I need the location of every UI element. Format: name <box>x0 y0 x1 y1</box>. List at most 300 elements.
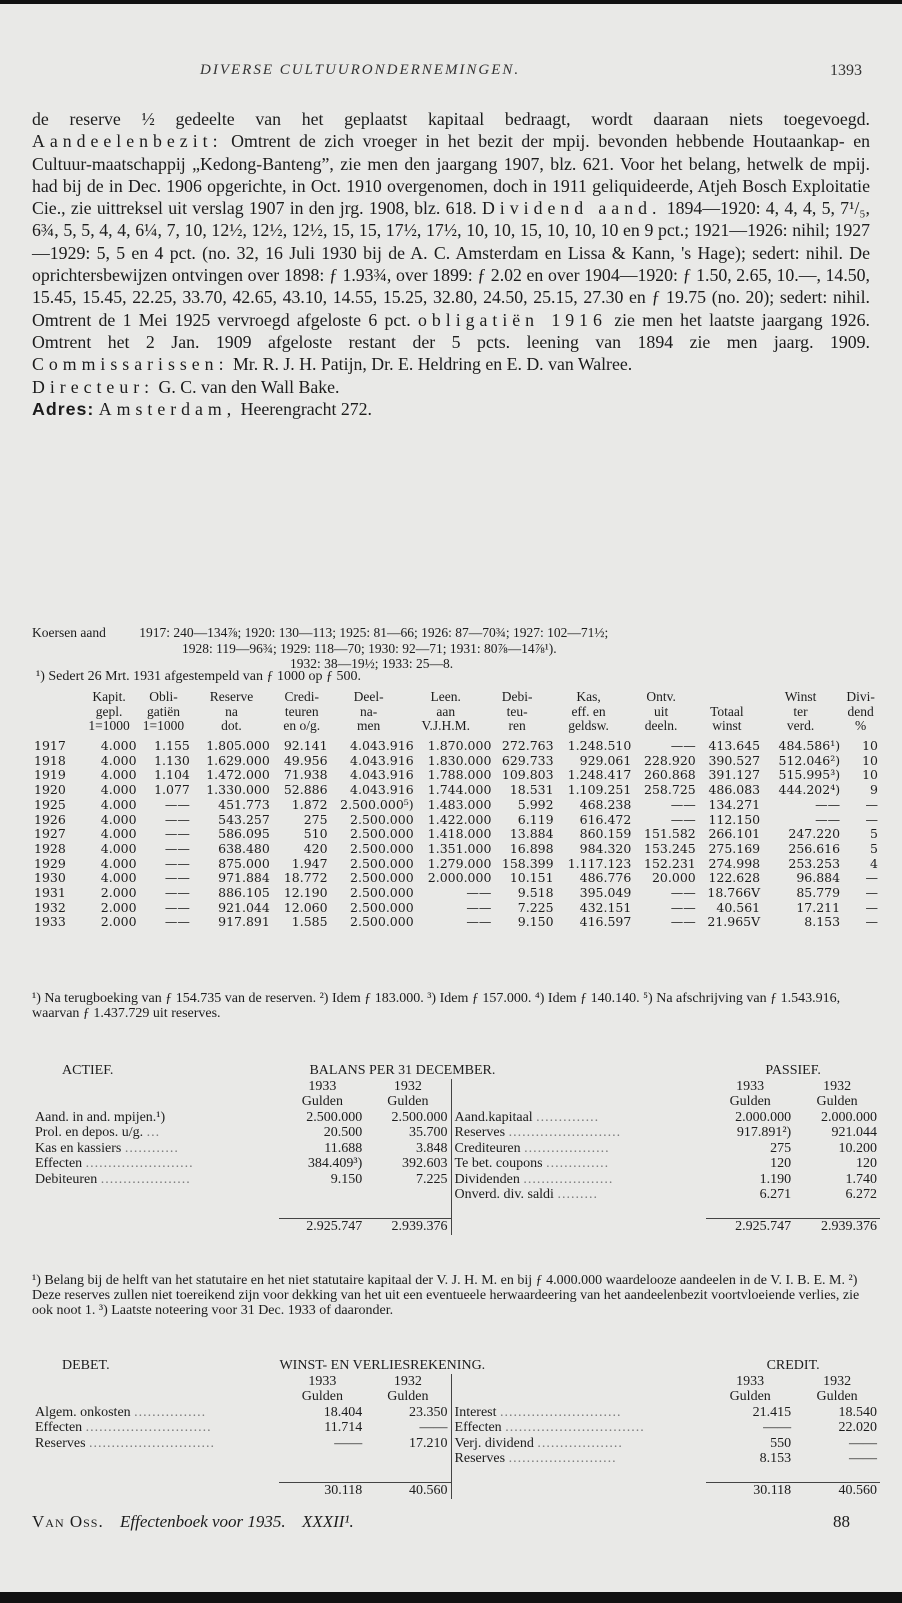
leader-dots: .............. <box>536 1109 600 1125</box>
obligatien-heading: obligatiën 1916 <box>417 309 607 330</box>
table-cell: —— <box>670 738 696 753</box>
table-cell: 4.043.916 <box>350 738 414 753</box>
value-1932: 6.272 <box>845 1187 877 1202</box>
value-1932: 23.350 <box>409 1404 448 1420</box>
table-cell: 484.586¹) <box>778 738 841 753</box>
value-1933: —— <box>763 1420 792 1435</box>
item-label: Te bet. coupons <box>454 1156 543 1171</box>
item-label: Aand.kapitaal <box>454 1109 533 1125</box>
koersen-footnote: ¹) Sedert 26 Mrt. 1931 afgestempeld van ƒ 1000 op ƒ 500. <box>36 669 361 684</box>
account-row <box>32 1141 880 1157</box>
column-header: Ontv. <box>646 689 676 704</box>
column-header: geldsw. <box>568 718 609 733</box>
value-1932: 7.225 <box>416 1171 448 1187</box>
publisher: Van Oss. <box>32 1512 104 1531</box>
table-cell: 390.527 <box>708 752 761 768</box>
account-item <box>451 1110 706 1126</box>
value-1933: 6.271 <box>759 1187 792 1202</box>
table-cell: 413.645 <box>708 738 761 753</box>
capital-table-header <box>32 690 880 734</box>
dividend-heading: Dividend aand. <box>481 198 662 219</box>
table-cell: 13.884 <box>509 826 554 842</box>
table-cell: 1.788.000 <box>427 767 492 783</box>
value-1932: 392.603 <box>402 1156 448 1171</box>
item-label: Reserves <box>454 1125 506 1140</box>
column-header: na- <box>360 703 378 719</box>
table-cell: 71.938 <box>283 767 328 783</box>
account-item <box>451 1172 706 1188</box>
account-item <box>451 1420 706 1436</box>
table-cell: 21.965V <box>707 914 761 930</box>
table-cell: — <box>865 870 878 886</box>
table-cell: 486.083 <box>708 782 761 798</box>
value-1933: 18.404 <box>323 1404 363 1420</box>
adres-street: Heerengracht 272. <box>240 398 372 419</box>
table-cell: 52.886 <box>283 782 328 798</box>
leader-dots: ........................ <box>85 1156 194 1171</box>
table-cell: 4.000 <box>100 840 137 856</box>
table-cell: —— <box>164 826 190 842</box>
table-cell: 9.518 <box>517 885 554 901</box>
table-cell: 2.000 <box>100 914 137 930</box>
table-cell: —— <box>815 796 841 812</box>
value-1933: 11.714 <box>324 1420 363 1435</box>
row-year: 1927 <box>34 826 66 842</box>
table-cell: 638.480 <box>218 840 270 856</box>
table-cell: 4.000 <box>100 752 137 768</box>
table-cell: 1.109.251 <box>567 782 632 798</box>
table-cell: 5.992 <box>517 796 554 812</box>
table-cell: 1.947 <box>291 855 328 871</box>
table-cell: —— <box>164 796 190 812</box>
table-cell: 2.500.000 <box>350 870 414 886</box>
table-cell: —— <box>164 899 190 915</box>
table-cell: 49.956 <box>283 752 328 768</box>
table-cell: 6.119 <box>517 811 554 827</box>
table-cell: 4.000 <box>100 782 137 798</box>
table-cell: 2.000 <box>100 885 137 901</box>
table-cell: 2.500.000 <box>350 826 414 842</box>
winst-year-1932: 1932 <box>393 1373 422 1389</box>
account-row <box>32 1187 880 1203</box>
page-footer <box>32 1512 870 1536</box>
intro-text-1: de reserve ½ gedeelte van het geplaatst kapitaal bedraagt, wordt daaraan niets toegevoegd. <box>32 109 870 129</box>
winst-year-1933: 1933 <box>308 1373 337 1389</box>
table-cell: 416.597 <box>579 914 632 930</box>
table-cell: 2.500.000 <box>350 899 414 915</box>
column-header: teuren <box>284 703 319 719</box>
table-cell: 40.561 <box>716 899 761 915</box>
column-header: dot. <box>221 718 242 733</box>
table-cell: 1.483.000 <box>427 796 492 812</box>
leader-dots: .................... <box>100 1171 191 1187</box>
column-header: gatiën <box>146 703 180 719</box>
adres-city: Amsterdam, <box>98 398 237 419</box>
leader-dots: ... <box>146 1125 161 1140</box>
intro-text-2: Omtrent de zich vroeger in het bezit der mpij. bevonden hebbende Houtaankap- en Cultuur-maatschappij „Kedong-Banteng”, zie men den jaargang 1907, blz. 621. Voor het belang, hetwelk de mpij. had bij de in Dec. 1906 opgerichte, in Oct. 1910 overgenomen, doch in 1911 geliquideerde, Atjeh Bosch Exploitatie Cie., zie uittreksel uit verslag 1907 in den jrg. 1908, blz. 618. <box>32 131 871 219</box>
total-1933: 2.925.747 <box>706 1219 794 1235</box>
row-year: 1933 <box>34 914 66 930</box>
table-cell: 1.418.000 <box>427 826 492 842</box>
table-cell: 1.077 <box>154 782 190 798</box>
value-1932: —— <box>849 1435 877 1451</box>
column-header: Divi- <box>846 689 875 704</box>
table-cell: 2.500.000 <box>350 855 414 871</box>
footer-page-number: 88 <box>833 1512 850 1531</box>
value-1932: 1.740 <box>845 1171 877 1187</box>
table-cell: —— <box>164 885 190 901</box>
profit-loss-account <box>32 1358 880 1499</box>
scan-edge-bottom <box>0 1592 902 1603</box>
value-1932: 17.210 <box>409 1435 448 1451</box>
column-header: V.J.H.M. <box>421 718 470 733</box>
table-cell: 444.202⁴) <box>778 782 841 798</box>
leader-dots: .............. <box>546 1156 610 1171</box>
company-description <box>32 108 870 420</box>
leader-dots: ............ <box>124 1140 179 1156</box>
value-1933: 21.415 <box>752 1404 792 1420</box>
leader-dots: .................... <box>523 1171 614 1187</box>
table-cell: — <box>865 885 878 901</box>
column-header: % <box>855 718 867 733</box>
table-cell: 1.805.000 <box>206 738 270 753</box>
table-cell: 468.238 <box>579 796 632 812</box>
table-cell: —— <box>164 914 190 930</box>
balance-sheet-footnotes: ¹) Belang bij de helft van het statutaire en het niet statutaire kapitaal der V. J. H. M. en bij ƒ 4.000.000 waardelooze aandeelen in de V. I. B. E. M. ²) Deze reserves zullen niet toereikend zijn voor dekking van het uit een eventueele herwaardeering van het aandeelenbezit voortvloeiende verlies, zie ook noot 1. ³) Laatste noteering voor 31 Dec. 1933 of daaronder. <box>32 1273 860 1318</box>
row-year: 1931 <box>34 885 66 901</box>
table-cell: 134.271 <box>708 796 761 812</box>
table-cell: 486.776 <box>579 870 632 886</box>
balans-passief-year-1932: 1932 <box>823 1078 852 1094</box>
table-cell: 4.000 <box>100 767 137 783</box>
column-header: Debi- <box>501 689 533 704</box>
table-cell: 984.320 <box>579 840 632 856</box>
table-cell: 1.248.510 <box>567 738 632 753</box>
table-cell: 929.061 <box>579 752 632 768</box>
column-header: ren <box>508 718 526 733</box>
item-label: Reserves <box>35 1435 86 1451</box>
item-label: Reserves <box>454 1451 506 1466</box>
table-cell: — <box>865 796 878 812</box>
table-cell: 1.155 <box>154 738 190 753</box>
value-1933: 275 <box>770 1140 792 1156</box>
account-item <box>32 1141 279 1157</box>
table-cell: 4.000 <box>100 738 137 753</box>
item-label: Verj. dividend <box>454 1435 534 1451</box>
table-cell: 122.628 <box>708 870 761 886</box>
table-cell: 1.279.000 <box>427 855 492 871</box>
item-label: Aand. in and. mpijen.¹) <box>35 1109 166 1125</box>
value-1933: 120 <box>770 1156 792 1171</box>
running-title: DIVERSE CULTUURONDERNEMINGEN. <box>200 62 521 78</box>
table-cell: 8.153 <box>804 914 841 930</box>
table-cell: 96.884 <box>796 870 841 886</box>
row-year: 1929 <box>34 855 66 871</box>
value-1933: 9.150 <box>330 1171 363 1187</box>
table-cell: 4.043.916 <box>350 752 414 768</box>
account-item <box>451 1451 706 1467</box>
account-item <box>451 1405 706 1421</box>
capital-table-footnotes: ¹) Na terugboeking van ƒ 154.735 van de reserven. ²) Idem ƒ 183.000. ³) Idem ƒ 157.000. ⁴) Idem ƒ 140.140. ⁵) Na afschrijving van ƒ 1.543.916, waarvan ƒ 1.437.729 uit reserves. <box>32 991 841 1021</box>
winst-unit: Gulden <box>301 1389 343 1404</box>
value-1932: —— <box>849 1451 877 1466</box>
account-item <box>451 1125 706 1141</box>
table-cell: —— <box>670 811 696 827</box>
table-cell: 20.000 <box>651 870 696 886</box>
aandeelenbezit-heading: Aandeelenbezit: <box>32 131 223 152</box>
column-header: 1=1000 <box>142 718 185 733</box>
table-cell: —— <box>466 899 492 915</box>
table-cell: 5 <box>870 840 878 856</box>
table-row <box>32 871 880 886</box>
column-header: eff. en <box>571 703 606 719</box>
totals-row <box>32 1219 880 1235</box>
totals-row <box>32 1483 880 1499</box>
winst-unit: Gulden <box>816 1389 858 1404</box>
koersen-block <box>32 625 877 672</box>
table-cell: 4.000 <box>100 811 137 827</box>
volume-number: XXXII¹. <box>301 1512 354 1531</box>
account-item <box>451 1187 706 1203</box>
table-cell: 266.101 <box>708 826 761 842</box>
koersen-line-1: 1917: 240—134⅞; 1920: 130—113; 1925: 81—66; 1926: 87—70¾; 1927: 102—71½; <box>139 625 609 640</box>
leader-dots: ........................ <box>508 1451 617 1466</box>
account-row <box>32 1125 880 1141</box>
table-row <box>32 783 880 798</box>
table-cell: 2.500.000 <box>350 840 414 856</box>
value-1932: 921.044 <box>831 1125 877 1140</box>
table-cell: 2.500.000 <box>350 811 414 827</box>
table-row <box>32 901 880 916</box>
table-cell: 1.744.000 <box>427 782 492 798</box>
balans-title: BALANS PER 31 DECEMBER. <box>309 1063 496 1078</box>
item-label: Interest <box>454 1404 497 1420</box>
table-cell: 5 <box>870 826 878 842</box>
koersen-label: Koersen aand <box>32 625 106 640</box>
table-row <box>32 915 880 930</box>
column-header: Kas, <box>576 689 601 704</box>
column-header: teu- <box>506 703 528 719</box>
table-cell: — <box>865 811 878 827</box>
leader-dots: ......... <box>557 1187 598 1202</box>
intro-text-4: zie men het laatste jaargang 1926. Omtrent het 2 Jan. 1909 afgeloste restant der 5 pcts. leening van 1894 zie men jaarg. 1909. <box>32 309 870 352</box>
directeur-name: G. C. van den Wall Bake. <box>158 376 340 397</box>
table-cell: —— <box>670 899 696 915</box>
table-cell: —— <box>815 811 841 827</box>
balans-unit: Gulden <box>816 1094 858 1109</box>
winst-credit-year-1932: 1932 <box>823 1373 852 1389</box>
row-year: 1918 <box>34 752 66 768</box>
column-header: en o/g. <box>283 718 321 733</box>
account-row <box>32 1156 880 1172</box>
table-cell: 275.169 <box>708 840 761 856</box>
account-item <box>32 1125 279 1141</box>
value-1933: 20.500 <box>323 1125 363 1140</box>
leader-dots: ......................... <box>508 1125 622 1140</box>
table-cell: 10 <box>862 767 878 783</box>
account-row <box>32 1451 880 1467</box>
leader-dots: ............................ <box>89 1435 216 1451</box>
table-cell: 4.000 <box>100 855 137 871</box>
item-label: Effecten <box>454 1420 502 1435</box>
koersen-line-3: 1932: 38—19½; 1933: 25—8. <box>290 656 454 671</box>
table-cell: 875.000 <box>218 855 270 871</box>
table-cell: 12.060 <box>283 899 328 915</box>
table-cell: — <box>865 899 878 915</box>
balans-year-1933: 1933 <box>308 1078 337 1094</box>
item-label: Debiteuren <box>35 1171 98 1187</box>
column-header: Leen. <box>430 689 461 704</box>
table-cell: 1.472.000 <box>206 767 270 783</box>
table-cell: 18.531 <box>509 782 554 798</box>
value-1932: 120 <box>856 1156 877 1171</box>
table-cell: 2.500.000 <box>350 914 414 930</box>
item-label: Dividenden <box>454 1171 520 1187</box>
account-item <box>451 1156 706 1172</box>
table-row <box>32 813 880 828</box>
table-cell: 18.772 <box>283 870 328 886</box>
table-row <box>32 886 880 901</box>
account-row <box>32 1172 880 1188</box>
table-cell: 256.616 <box>788 840 841 856</box>
table-cell: 10.151 <box>509 870 554 886</box>
row-year: 1926 <box>34 811 66 827</box>
column-header <box>694 690 760 705</box>
row-year: 1930 <box>34 870 66 886</box>
table-cell: 1.629.000 <box>206 752 270 768</box>
table-cell: 274.998 <box>708 855 761 871</box>
table-cell: 1.585 <box>291 914 328 930</box>
row-year: 1920 <box>34 782 66 798</box>
total-1933: 30.118 <box>279 1483 365 1499</box>
koersen-line-2: 1928: 119—96¾; 1929: 118—70; 1930: 92—71; 1931: 80⅞—14⅞¹). <box>182 640 557 656</box>
table-cell: 4.000 <box>100 796 137 812</box>
table-cell: 275 <box>303 811 328 827</box>
page-number: 1393 <box>830 62 862 79</box>
table-cell: 109.803 <box>501 767 554 783</box>
total-1932: 2.939.376 <box>794 1219 880 1235</box>
balans-passief-year-1933: 1933 <box>736 1078 765 1094</box>
table-cell: 247.220 <box>788 826 841 842</box>
table-cell: 510 <box>303 826 328 842</box>
winst-unit: Gulden <box>387 1389 429 1404</box>
value-1932: 22.020 <box>838 1420 877 1435</box>
account-row <box>32 1110 880 1126</box>
column-header: Credi- <box>284 689 320 704</box>
total-1933: 30.118 <box>706 1483 794 1499</box>
column-header: Obli- <box>149 689 178 704</box>
balans-unit: Gulden <box>387 1094 429 1109</box>
total-1932: 2.939.376 <box>365 1219 451 1235</box>
actief-title: ACTIEF. <box>62 1063 114 1078</box>
column-header: na <box>225 703 238 719</box>
table-cell: 18.766V <box>707 885 761 901</box>
value-1933: 11.688 <box>324 1140 363 1156</box>
total-1932: 40.560 <box>365 1483 451 1499</box>
leader-dots: ................ <box>134 1404 207 1420</box>
table-cell: 1.422.000 <box>427 811 492 827</box>
table-cell: 85.779 <box>796 885 841 901</box>
row-year: 1919 <box>34 767 66 783</box>
table-cell: 272.763 <box>501 738 554 753</box>
table-cell: 158.399 <box>501 855 554 871</box>
table-cell: —— <box>164 855 190 871</box>
account-item <box>32 1156 279 1172</box>
account-item <box>451 1436 706 1452</box>
value-1932: 10.200 <box>838 1140 877 1156</box>
value-1933: 1.190 <box>759 1171 792 1187</box>
column-header: men <box>357 718 381 733</box>
account-row <box>32 1405 880 1421</box>
table-cell: 395.049 <box>579 885 632 901</box>
table-cell: 860.159 <box>579 826 632 842</box>
balans-unit: Gulden <box>301 1094 343 1109</box>
table-cell: 1.830.000 <box>427 752 492 768</box>
column-header: Reserve <box>209 689 254 704</box>
table-cell: 921.044 <box>218 899 270 915</box>
value-1932: 18.540 <box>838 1404 877 1420</box>
item-label: Crediteuren <box>454 1140 521 1156</box>
table-cell: 391.127 <box>708 767 761 783</box>
table-cell: 1.330.000 <box>206 782 270 798</box>
table-cell: —— <box>670 914 696 930</box>
running-header <box>0 62 902 84</box>
commissarissen-heading: Commissarissen: <box>32 354 229 375</box>
table-cell: 1.130 <box>154 752 190 768</box>
table-cell: 4 <box>870 855 878 871</box>
adres-heading: Adres: <box>32 398 95 419</box>
table-cell: —— <box>164 811 190 827</box>
value-1932: 2.000.000 <box>821 1109 877 1125</box>
table-cell: 515.995³) <box>778 767 841 783</box>
value-1933: 2.000.000 <box>735 1109 792 1125</box>
table-cell: 228.920 <box>644 752 696 768</box>
table-cell: 586.095 <box>218 826 270 842</box>
value-1933: —— <box>334 1435 363 1451</box>
item-label: Effecten <box>35 1420 83 1435</box>
table-cell: 420 <box>303 840 328 856</box>
table-cell: 112.150 <box>708 811 761 827</box>
table-cell: 2.500.000 <box>350 885 414 901</box>
item-label: Effecten <box>35 1156 83 1171</box>
account-row <box>32 1420 880 1436</box>
table-cell: 1.248.417 <box>567 767 632 783</box>
table-cell: 9 <box>870 782 878 798</box>
table-cell: 1.870.000 <box>427 738 492 753</box>
table-cell: —— <box>466 914 492 930</box>
item-label: Prol. en depos. u/g. <box>35 1125 144 1140</box>
table-cell: 258.725 <box>644 782 696 798</box>
item-label: Algem. onkosten <box>35 1404 131 1420</box>
table-row <box>32 842 880 857</box>
table-cell: 917.891 <box>218 914 270 930</box>
table-cell: 1.117.123 <box>567 855 632 871</box>
table-row <box>32 768 880 783</box>
table-cell: 9.150 <box>517 914 554 930</box>
account-item <box>32 1436 279 1452</box>
value-1933: 550 <box>770 1435 792 1451</box>
table-cell: —— <box>164 870 190 886</box>
balans-unit: Gulden <box>729 1094 771 1109</box>
leader-dots: ................... <box>537 1435 623 1451</box>
value-1933: 384.409³) <box>307 1156 363 1171</box>
value-1932: 2.500.000 <box>391 1109 448 1125</box>
table-cell: 4.043.916 <box>350 767 414 783</box>
value-1933: 8.153 <box>759 1451 792 1466</box>
table-cell: 253.253 <box>788 855 841 871</box>
table-cell: 151.582 <box>644 826 696 842</box>
column-header: verd. <box>786 718 815 733</box>
